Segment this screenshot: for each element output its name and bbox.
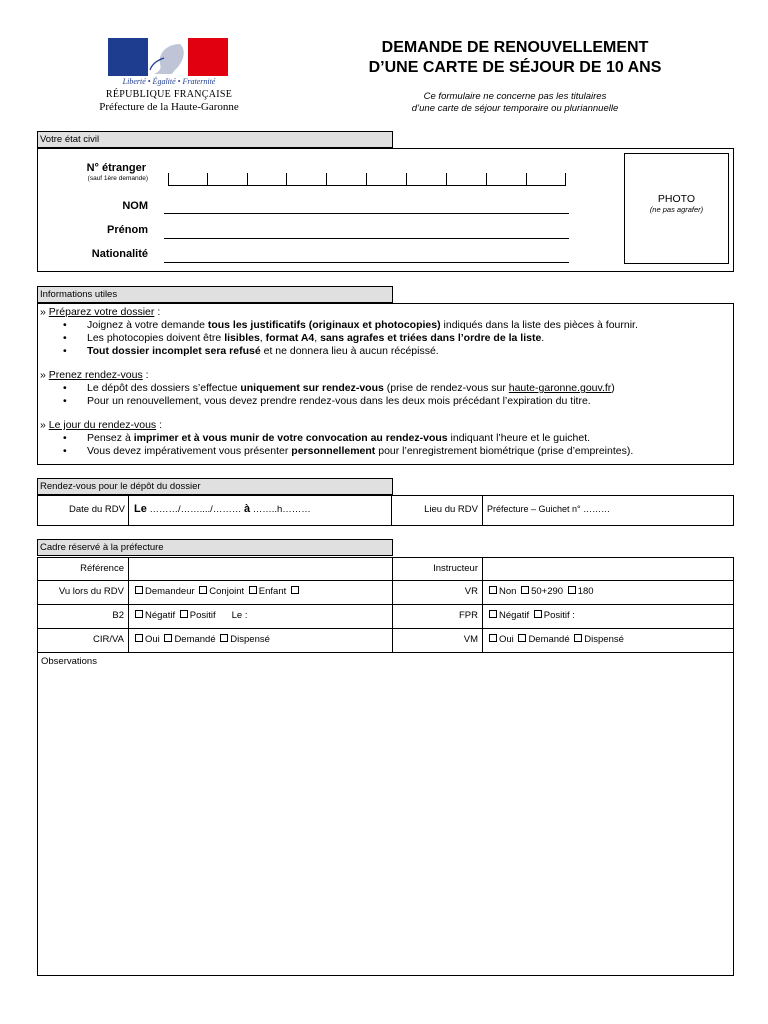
section-label-etat-civil: Votre état civil [37, 131, 393, 148]
b2-negatif-checkbox[interactable] [135, 610, 143, 618]
vm-demande-checkbox[interactable] [518, 634, 526, 642]
prenom-label: Prénom [107, 224, 148, 236]
vr-label: VR [392, 580, 483, 605]
cir-demande-checkbox[interactable] [164, 634, 172, 642]
info-item: Pensez à imprimer et à vous munir de votre convocation au rendez-vous indiquant l’heure et le guichet. [87, 432, 591, 444]
photo-box[interactable] [624, 153, 729, 264]
nom-label: NOM [122, 200, 148, 212]
prefecture-name: Préfecture de la Haute-Garonne [99, 101, 239, 113]
b2-label: B2 [37, 604, 129, 629]
republic-motto: Liberté • Égalité • Fraternité [122, 77, 216, 86]
photo-label: PHOTO [657, 193, 696, 205]
section-label-rdv: Rendez-vous pour le dépôt du dossier [37, 478, 393, 495]
instructeur-label: Instructeur [392, 557, 483, 581]
informations-box [37, 303, 734, 465]
num-etranger-label: N° étranger [86, 162, 146, 174]
bullet: • [63, 319, 67, 331]
num-etranger-sublabel: (sauf 1ère demande) [87, 175, 148, 182]
form-title-line2: D’UNE CARTE DE SÉJOUR DE 10 ANS [368, 59, 662, 76]
b2-options: Négatif Positif Le : [128, 604, 393, 629]
cir-va-options: Oui Demandé Dispensé [128, 628, 393, 653]
vm-oui-checkbox[interactable] [489, 634, 497, 642]
reference-label: Référence [37, 557, 129, 581]
website-link[interactable]: haute-garonne.gouv.fr [508, 382, 612, 394]
demandeur-checkbox[interactable] [135, 586, 143, 594]
vm-options: Oui Demandé Dispensé [482, 628, 734, 653]
vr-options: Non 50+290 180 [482, 580, 734, 605]
group-heading-jour: » Le jour du rendez-vous : [40, 419, 163, 431]
instructeur-field[interactable] [482, 557, 734, 581]
marianne-profile-icon [108, 38, 228, 76]
lieu-rdv-label: Lieu du RDV [424, 504, 478, 515]
cir-va-label: CIR/VA [37, 628, 129, 653]
reference-field[interactable] [128, 557, 393, 581]
num-etranger-field[interactable] [168, 172, 566, 186]
info-item: Les photocopies doivent être lisibles, format A4, sans agrafes et triées dans l’ordre de la liste. [87, 332, 545, 344]
vm-label: VM [392, 628, 483, 653]
other-checkbox[interactable] [291, 586, 299, 594]
info-item: Vous devez impérativement vous présenter personnellement pour l’enregistrement biométrique (prise d’empreintes). [87, 445, 634, 457]
non-checkbox[interactable] [489, 586, 497, 594]
group-heading-rdv: » Prenez rendez-vous : [40, 369, 149, 381]
form-note-line2: d’une carte de séjour temporaire ou pluriannuelle [411, 103, 619, 114]
info-item: Tout dossier incomplet sera refusé et ne donnera lieu à aucun récépissé. [87, 345, 439, 357]
prenom-field[interactable] [164, 238, 569, 239]
enfant-checkbox[interactable] [249, 586, 257, 594]
info-item: Pour un renouvellement, vous devez prendre rendez-vous dans les deux mois précédant l’expiration du titre. [87, 395, 591, 407]
bullet: • [63, 432, 67, 444]
bullet: • [63, 382, 67, 394]
form-note [340, 91, 690, 115]
section-label-informations: Informations utiles [37, 286, 393, 303]
conjoint-checkbox[interactable] [199, 586, 207, 594]
info-item: Le dépôt des dossiers s’effectue uniquement sur rendez-vous (prise de rendez-vous sur haute-garonne.gouv.fr) [87, 382, 615, 394]
cir-oui-checkbox[interactable] [135, 634, 143, 642]
nationalite-label: Nationalité [91, 248, 148, 260]
form-title-line1: DEMANDE DE RENOUVELLEMENT [381, 39, 649, 56]
nom-field[interactable] [164, 213, 569, 214]
cir-dispense-checkbox[interactable] [220, 634, 228, 642]
date-rdv-field[interactable]: Le ………/……..../……… à ……..h……… [128, 495, 392, 526]
republic-name: RÉPUBLIQUE FRANÇAISE [105, 89, 233, 100]
observations-field[interactable] [37, 652, 734, 976]
vu-rdv-label: Vu lors du RDV [37, 580, 129, 605]
observations-label: Observations [41, 656, 97, 667]
vm-dispense-checkbox[interactable] [574, 634, 582, 642]
nationalite-field[interactable] [164, 262, 569, 263]
fpr-label: FPR [392, 604, 483, 629]
bullet: • [63, 395, 67, 407]
group-heading-dossier: » Préparez votre dossier : [40, 306, 161, 318]
form-title [320, 38, 710, 78]
date-rdv-label: Date du RDV [69, 504, 125, 515]
fpr-options: Négatif Positif : [482, 604, 734, 629]
180-checkbox[interactable] [568, 586, 576, 594]
marianne-logo [108, 38, 228, 76]
info-item: Joignez à votre demande tous les justificatifs (originaux et photocopies) indiqués dans la liste des pièces à fournir. [87, 319, 638, 331]
photo-sublabel: (ne pas agrafer) [649, 205, 704, 214]
bullet: • [63, 332, 67, 344]
fpr-positif-checkbox[interactable] [534, 610, 542, 618]
lieu-rdv-field[interactable]: Préfecture – Guichet n° ……… [482, 495, 734, 526]
50-290-checkbox[interactable] [521, 586, 529, 594]
form-note-line1: Ce formulaire ne concerne pas les titulaires [423, 91, 607, 102]
fpr-negatif-checkbox[interactable] [489, 610, 497, 618]
section-label-cadre: Cadre réservé à la préfecture [37, 539, 393, 556]
bullet: • [63, 345, 67, 357]
b2-positif-checkbox[interactable] [180, 610, 188, 618]
bullet: • [63, 445, 67, 457]
vu-rdv-options: Demandeur Conjoint Enfant [128, 580, 393, 605]
